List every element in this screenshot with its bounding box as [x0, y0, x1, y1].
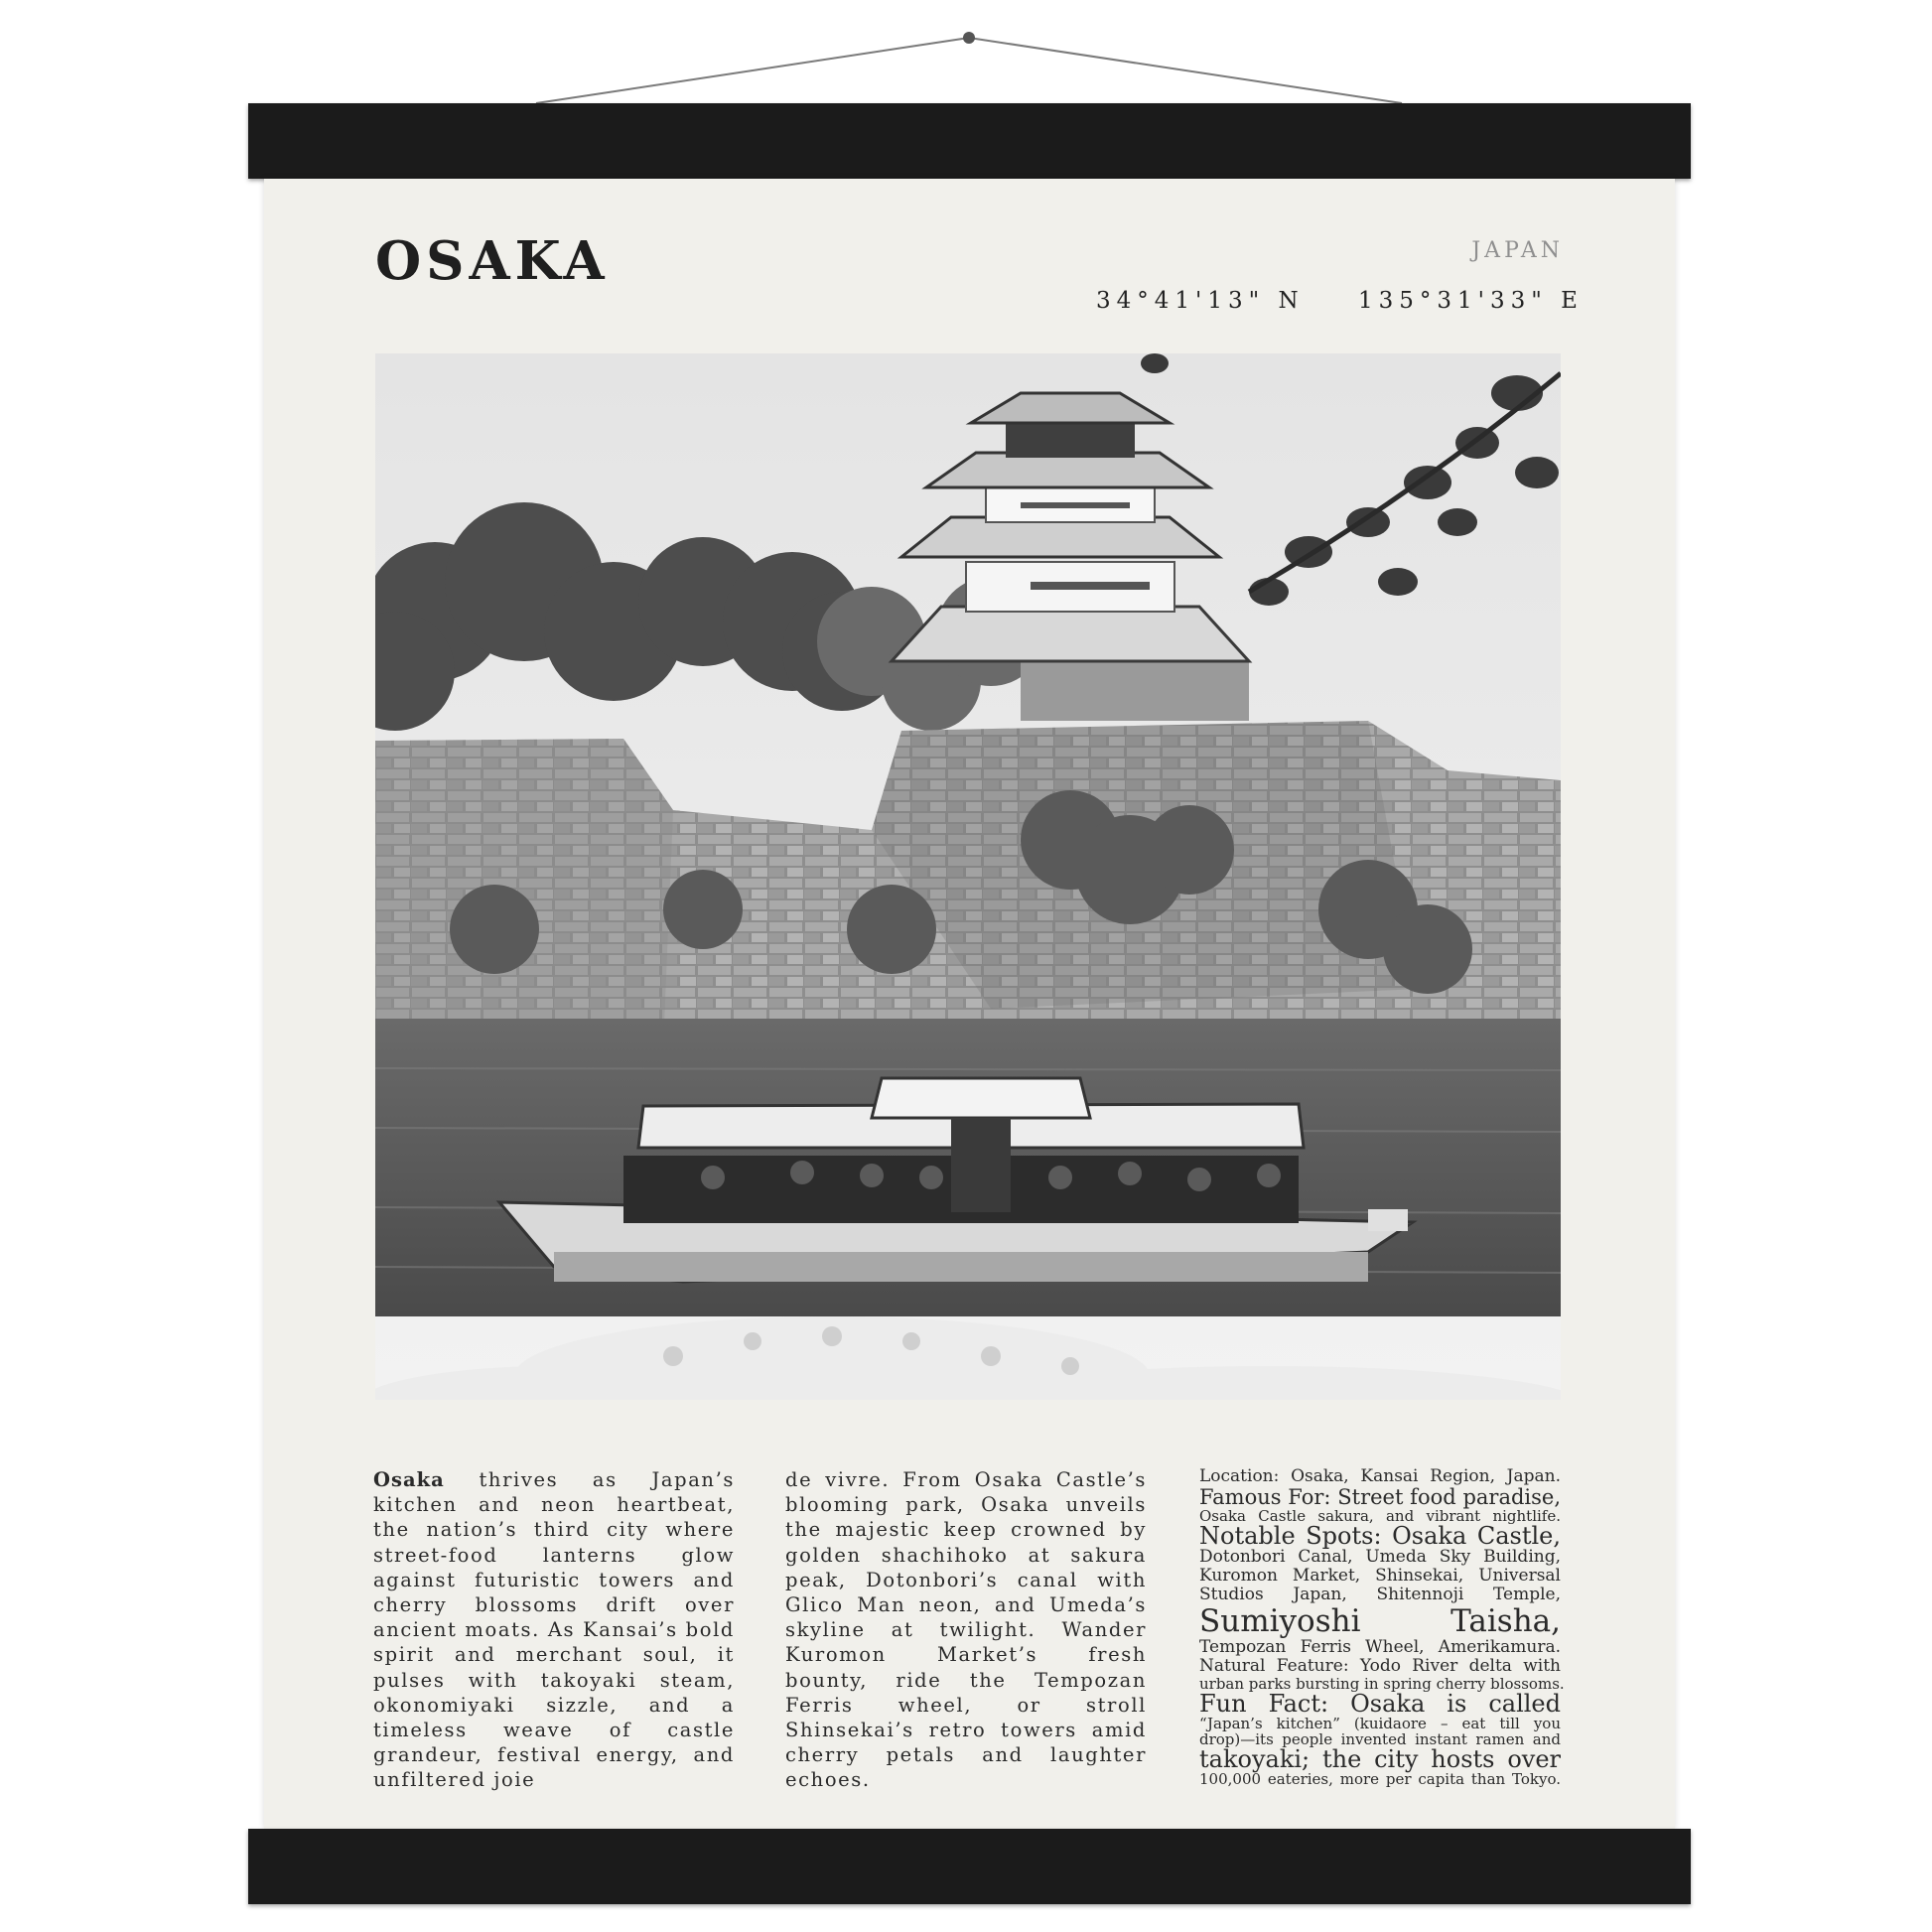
- city-title: OSAKA: [375, 230, 610, 292]
- fact-line: Kuromon Market, Shinsekai, Universal: [1199, 1566, 1561, 1586]
- castle-photo: [375, 353, 1561, 1400]
- fact-line: urban parks bursting in spring cherry blossoms.: [1199, 1675, 1565, 1693]
- description-col1-text: thrives as Japan’s kitchen and neon heartbeat, the nation’s third city where street-food lanterns glow against futuristic towers and cherry blossoms drift over ancient moats. As Kansai’s bold spirit and merchant soul, it pulses with takoyaki steam, okonomiyaki sizzle, and a timeless weave of castle grandeur, festival energy, and unfiltered joie: [373, 1468, 735, 1792]
- fact-line: Notable Spots: Osaka Castle,: [1199, 1522, 1561, 1550]
- fact-line: Dotonbori Canal, Umeda Sky Building,: [1199, 1547, 1561, 1567]
- description-lead: Osaka: [373, 1468, 445, 1491]
- fact-line: Osaka Castle sakura, and vibrant nightlife.: [1199, 1507, 1561, 1525]
- latitude-text: 34°41'13" N: [1096, 288, 1305, 314]
- fact-line: 100,000 eateries, more per capita than Tokyo.: [1199, 1770, 1561, 1788]
- fact-line: takoyaki; the city hosts over: [1199, 1745, 1561, 1773]
- description-column-1: [373, 1467, 735, 1793]
- fact-line: Sumiyoshi Taisha,: [1199, 1603, 1561, 1639]
- bottom-hanger-bar: [248, 1829, 1691, 1904]
- fact-line: drop)—its people invented instant ramen and: [1199, 1730, 1561, 1748]
- top-hanger-bar: [248, 103, 1691, 179]
- facts-column: [1199, 1466, 1565, 1788]
- fact-line: Tempozan Ferris Wheel, Amerikamura.: [1199, 1637, 1561, 1657]
- description-column-2: de vivre. From Osaka Castle’s blooming park, Osaka unveils the majestic keep crowned by golden shachihoko at sakura peak, Dotonbori’s canal with Glico Man neon, and Umeda’s skyline at twilight. Wander Kuromon Market’s fresh bounty, ride the Tempozan Ferris wheel, or stroll Shinsekai’s retro towers amid cherry petals and laughter echoes.: [785, 1468, 1147, 1792]
- longitude-text: 135°31'33" E: [1358, 288, 1584, 314]
- fact-line: “Japan’s kitchen” (kuidaore – eat till you: [1199, 1715, 1561, 1732]
- fact-line: Studios Japan, Shitennoji Temple,: [1199, 1585, 1561, 1604]
- country-label: JAPAN: [1471, 238, 1564, 263]
- fact-line: Famous For: Street food paradise,: [1199, 1485, 1561, 1509]
- fact-line: Location: Osaka, Kansai Region, Japan.: [1199, 1466, 1561, 1486]
- fact-line: Fun Fact: Osaka is called: [1199, 1690, 1561, 1718]
- fact-line: Natural Feature: Yodo River delta with: [1199, 1656, 1561, 1676]
